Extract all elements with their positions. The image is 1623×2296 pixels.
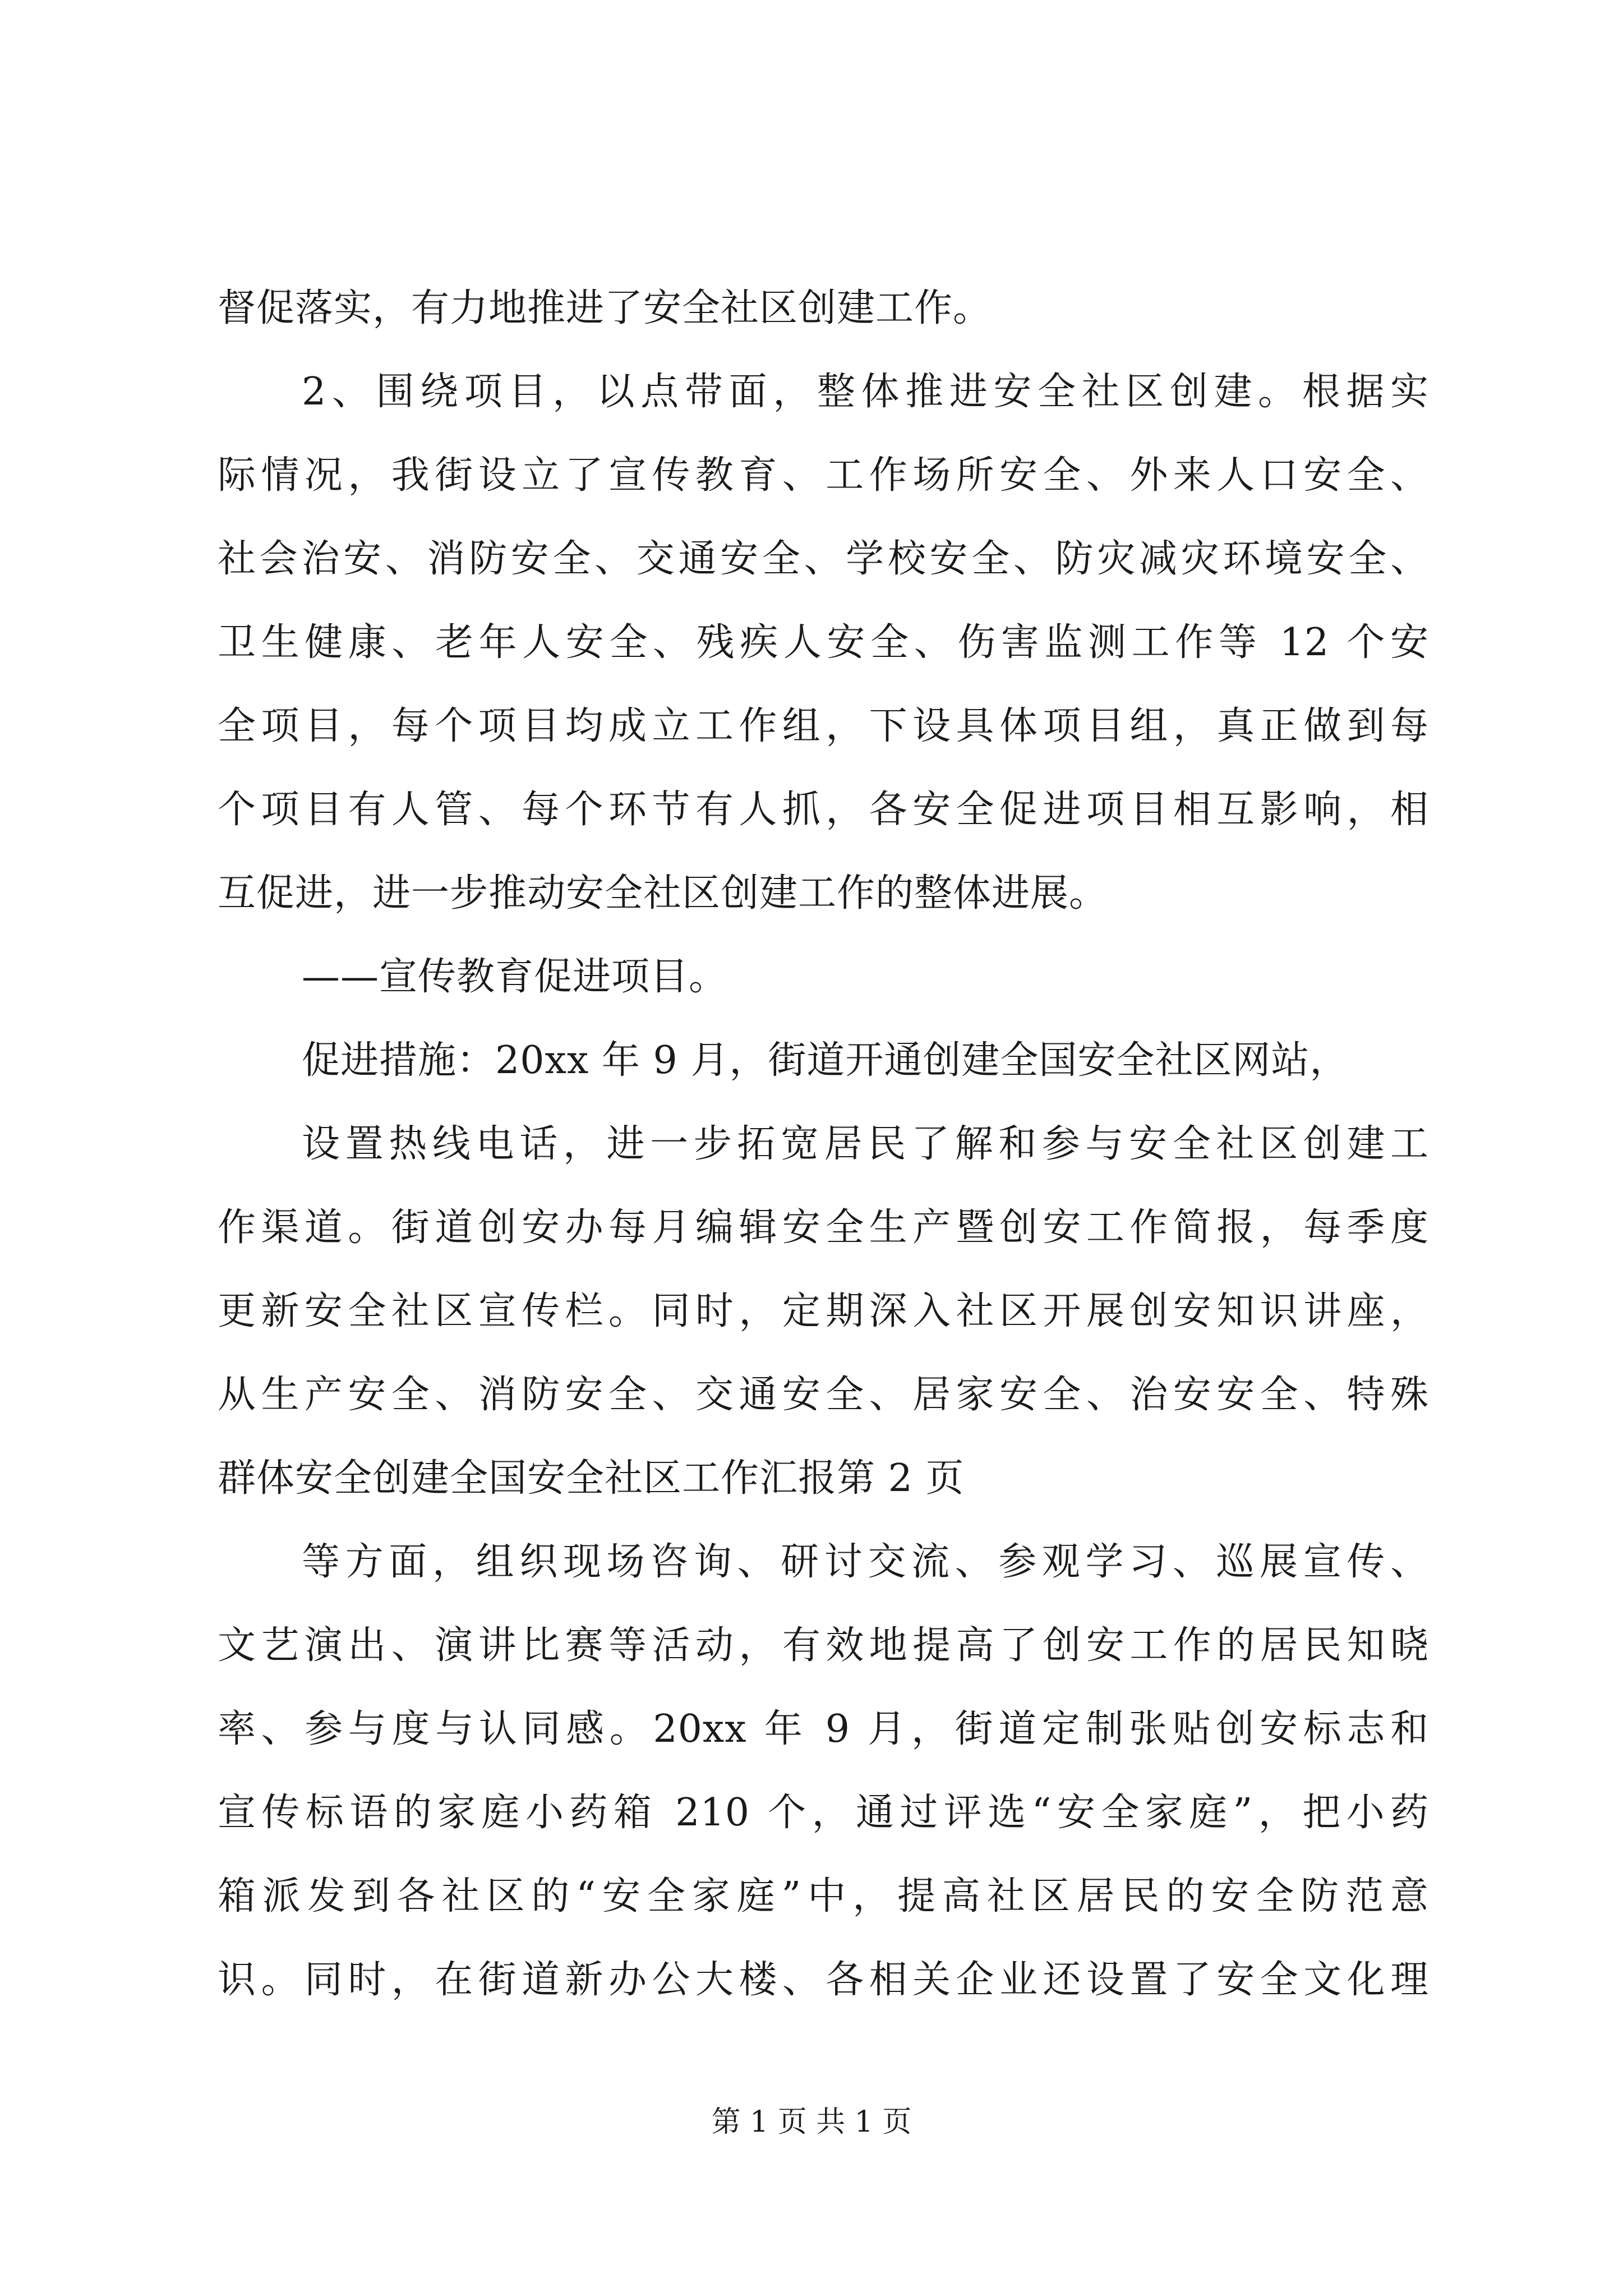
text-line: 社会治安、消防安全、交通安全、学校安全、防灾减灾环境安全、 — [218, 537, 1429, 581]
text-line: 宣传标语的家庭小药箱 210 个，通过评选“安全家庭”，把小药 — [218, 1791, 1429, 1835]
text-line: 互促进，进一步推动安全社区创建工作的整体进展。 — [218, 871, 1108, 915]
text-line: 群体安全创建全国安全社区工作汇报第 2 页 — [218, 1456, 965, 1501]
document-body — [218, 266, 1429, 2022]
text-line: 全项目，每个项目均成立工作组，下设具体项目组，真正做到每 — [218, 704, 1429, 748]
text-line: 更新安全社区宣传栏。同时，定期深入社区开展创安知识讲座， — [218, 1289, 1429, 1333]
text-line: 个项目有人管、每个环节有人抓，各安全促进项目相互影响，相 — [218, 788, 1429, 832]
text-line: 从生产安全、消防安全、交通安全、居家安全、治安安全、特殊 — [218, 1373, 1429, 1417]
text-line: 卫生健康、老年人安全、残疾人安全、伤害监测工作等 12 个安 — [218, 620, 1429, 665]
text-line: 促进措施：20xx 年 9 月，街道开通创建全国安全社区网站， — [302, 1038, 1349, 1083]
page-footer: 第 1 页 共 1 页 — [711, 2105, 912, 2139]
text-line: 设置热线电话，进一步拓宽居民了解和参与安全社区创建工 — [302, 1122, 1429, 1166]
text-line: 2、围绕项目，以点带面，整体推进安全社区创建。根据实 — [302, 370, 1429, 414]
text-line: 督促落实，有力地推进了安全社区创建工作。 — [218, 286, 992, 330]
text-line: 文艺演出、演讲比赛等活动，有效地提高了创安工作的居民知晓 — [218, 1623, 1429, 1668]
text-line: 率、参与度与认同感。20xx 年 9 月，街道定制张贴创安标志和 — [218, 1707, 1429, 1751]
text-line: ——宣传教育促进项目。 — [302, 955, 728, 999]
text-line: 际情况，我街设立了宣传教育、工作场所安全、外来人口安全、 — [218, 453, 1429, 498]
text-line: 等方面，组织现场咨询、研讨交流、参观学习、巡展宣传、 — [302, 1540, 1429, 1584]
text-line: 识。同时，在街道新办公大楼、各相关企业还设置了安全文化理 — [218, 1958, 1429, 2002]
text-line: 箱派发到各社区的“安全家庭”中，提高社区居民的安全防范意 — [218, 1874, 1429, 1918]
text-line: 作渠道。街道创安办每月编辑安全生产暨创安工作简报，每季度 — [218, 1205, 1429, 1250]
